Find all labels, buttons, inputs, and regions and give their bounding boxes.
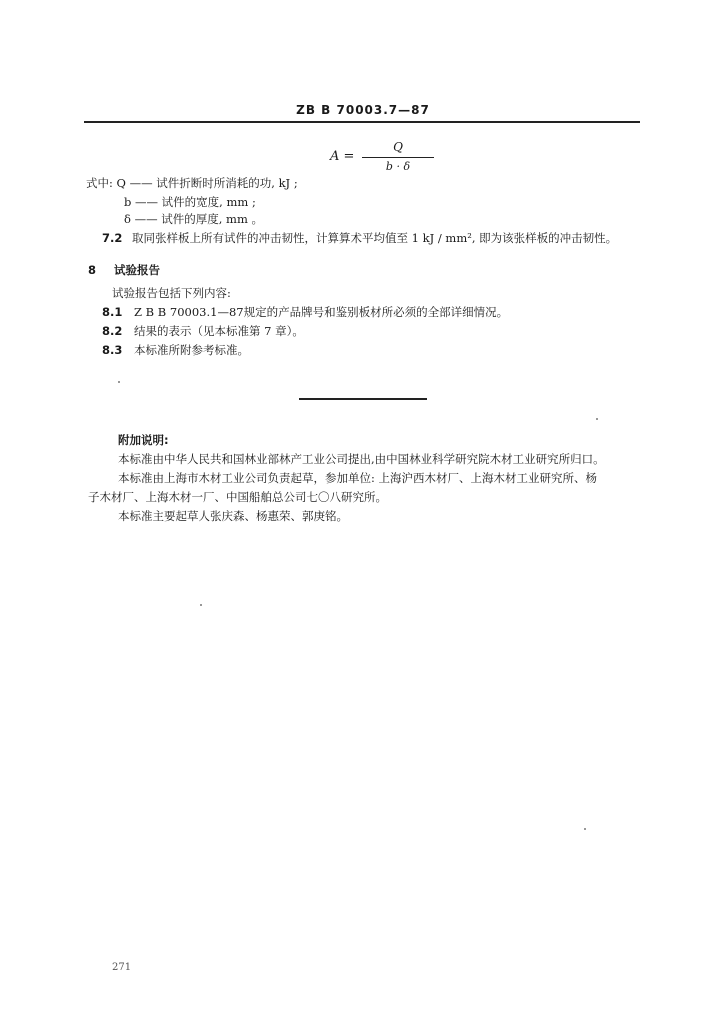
clause-8-2-number: 8.2 (102, 324, 123, 338)
clause-8-3 (102, 342, 249, 358)
clause-8-2 (102, 323, 304, 339)
formula-denominator: b · δ (385, 160, 411, 173)
section-8-heading (88, 262, 160, 278)
clause-7-2 (102, 230, 617, 246)
scan-speck (584, 828, 586, 830)
standard-number-header: ZB B 70003.7—87 (296, 103, 430, 117)
header-rule (84, 121, 640, 123)
clause-7-2-text: 取同张样板上所有试件的冲击韧性，计算算术平均值至 1 kJ / mm², 即为该张样板的冲击韧性。 (132, 231, 618, 245)
formula-fraction (362, 140, 434, 173)
page-number: 271 (112, 962, 132, 973)
definition-q: 式中: Q —— 试件折断时所消耗的功, kJ ; (86, 176, 298, 190)
notes-title: 附加说明: (118, 433, 169, 447)
scan-speck (118, 381, 120, 383)
fraction-bar (362, 157, 434, 158)
formula-lhs: A = (330, 149, 355, 164)
scan-speck (200, 604, 202, 606)
section-8-title: 试验报告 (114, 263, 161, 277)
notes-line: 子木材厂、上海木材一厂、中国船舶总公司七〇八研究所。 (88, 490, 387, 504)
section-8-intro: 试验报告包括下列内容: (112, 286, 231, 300)
clause-8-3-text: 本标准所附参考标准。 (134, 343, 250, 357)
definition-delta: δ —— 试件的厚度, mm 。 (124, 212, 264, 226)
definition-b: b —— 试件的宽度, mm ; (124, 195, 256, 209)
scan-speck (596, 418, 598, 420)
clause-7-2-number: 7.2 (102, 231, 123, 245)
clause-8-2-text: 结果的表示（见本标准第 7 章）。 (134, 324, 304, 338)
clause-8-3-number: 8.3 (102, 343, 123, 357)
section-8-number: 8 (88, 263, 97, 277)
formula-numerator: Q (393, 140, 403, 154)
notes-line: 本标准由中华人民共和国林业部林产工业公司提出,由中国林业科学研究院木材工业研究所归口。 (118, 452, 605, 466)
notes-line: 本标准由上海市木材工业公司负责起草，参加单位: 上海沪西木材厂、上海木材工业研究所、杨 (118, 471, 598, 485)
clause-8-1-number: 8.1 (102, 305, 123, 319)
clause-8-1 (102, 304, 508, 320)
section-divider (299, 398, 427, 400)
notes-line: 本标准主要起草人张庆森、杨惠荣、郭庚铭。 (118, 509, 348, 523)
clause-8-1-text: Z B B 70003.1—87规定的产品牌号和鉴别板材所必须的全部详细情况。 (134, 305, 509, 319)
